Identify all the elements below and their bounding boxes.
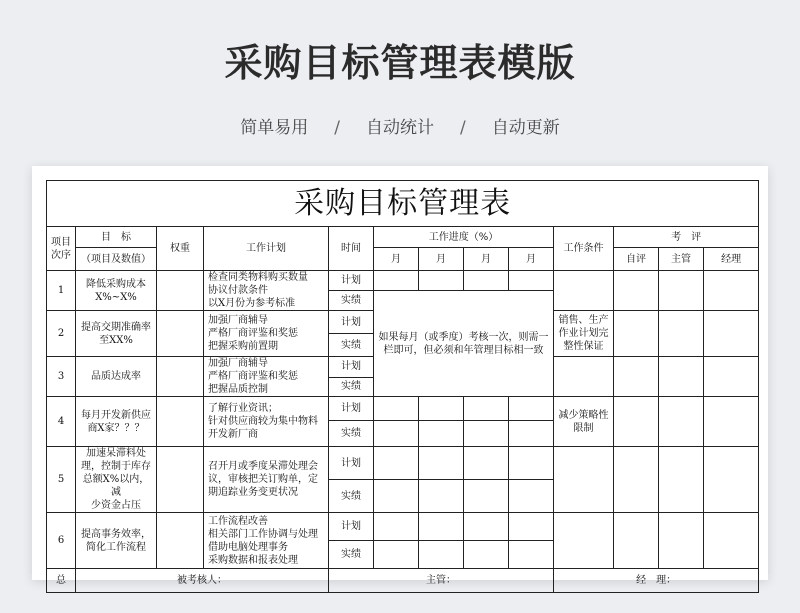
progress-cell[interactable] (419, 397, 464, 421)
row-plan: 工作流程改善 相关部门工作协调与处理 借助电脑处理事务 采购数据和报表处理 (204, 513, 329, 569)
tag-auto-stats: 自动统计 (366, 118, 434, 138)
weight-cell[interactable] (157, 311, 204, 357)
progress-cell[interactable] (419, 541, 464, 569)
row-target: 提高事务效率， 简化工作流程 (76, 513, 157, 569)
tag-separator: / (334, 118, 340, 138)
col-plan-header: 工作计划 (204, 227, 329, 271)
tag-easy: 简单易用 (240, 118, 309, 138)
progress-merged-note: 如果每月（或季度）考核一次，则需一栏即可，但必须和年管理目标相一致 (374, 291, 554, 397)
progress-cell[interactable] (464, 421, 509, 447)
weight-cell[interactable] (157, 397, 204, 447)
tag-separator: / (460, 118, 466, 138)
conditions-text: 减少策略性限制 (554, 397, 614, 447)
progress-cell[interactable] (374, 397, 419, 421)
row-index: 4 (47, 397, 76, 447)
eval-cell[interactable] (659, 513, 704, 569)
progress-cell[interactable] (374, 447, 419, 480)
actual-label: 实绩 (329, 421, 374, 447)
eval-cell[interactable] (659, 397, 704, 447)
row-target: 品质达成率 (76, 357, 157, 397)
eval-cell[interactable] (614, 513, 659, 569)
row-index: 1 (47, 271, 76, 311)
actual-label: 实绩 (329, 541, 374, 569)
eval-cell[interactable] (704, 513, 759, 569)
tag-auto-update: 自动更新 (491, 118, 560, 138)
progress-cell[interactable] (509, 447, 554, 480)
progress-cell[interactable] (419, 271, 464, 291)
col-progress-header: 工作进度（%） (374, 227, 554, 248)
manager-signature: 经 理： (554, 569, 759, 593)
progress-cell[interactable] (464, 541, 509, 569)
progress-cell[interactable] (374, 541, 419, 569)
eval-cell[interactable] (704, 447, 759, 513)
total-label: 总 (47, 569, 76, 593)
plan-label: 计划 (329, 271, 374, 291)
plan-label: 计划 (329, 447, 374, 480)
plan-label: 计划 (329, 397, 374, 421)
row-plan: 了解行业资讯； 针对供应商较为集中物料 开发新厂商 (204, 397, 329, 447)
conditions-cell[interactable] (554, 447, 614, 513)
eval-cell[interactable] (614, 447, 659, 513)
row-target: 每月开发新供应 商X家？？？ (76, 397, 157, 447)
weight-cell[interactable] (157, 271, 204, 311)
col-target-subheader: （项目及数值） (76, 248, 157, 271)
conditions-cell[interactable] (554, 357, 614, 397)
progress-cell[interactable] (509, 513, 554, 541)
row-plan: 加强厂商辅导 严格厂商评鉴和奖惩 把握采购前置期 (204, 311, 329, 357)
row-plan: 检查同类物料购买数量 协议付款条件 以X月份为参考标准 (204, 271, 329, 311)
row-plan: 加强厂商辅导 严格厂商评鉴和奖惩 把握品质控制 (204, 357, 329, 397)
col-time-header: 时间 (329, 227, 374, 271)
eval-cell[interactable] (659, 271, 704, 311)
progress-cell[interactable] (464, 513, 509, 541)
progress-cell[interactable] (374, 513, 419, 541)
row-plan: 召开月或季度呆滞处理会 议，审核把关订购单，定 期追踪业务变更状况 (204, 447, 329, 513)
page-title: 采购目标管理表模版 (224, 41, 576, 85)
conditions-cell[interactable] (554, 513, 614, 569)
conditions-cell[interactable] (554, 271, 614, 311)
actual-label: 实绩 (329, 377, 374, 397)
row-target: 提高交期准确率 至XX% (76, 311, 157, 357)
progress-cell[interactable] (419, 421, 464, 447)
progress-cell[interactable] (419, 480, 464, 513)
row-index: 2 (47, 311, 76, 357)
progress-cell[interactable] (464, 397, 509, 421)
plan-label: 计划 (329, 357, 374, 378)
eval-cell[interactable] (614, 397, 659, 447)
eval-cell[interactable] (704, 397, 759, 447)
actual-label: 实绩 (329, 291, 374, 311)
eval-cell[interactable] (659, 447, 704, 513)
col-weight-header: 权重 (157, 227, 204, 271)
plan-label: 计划 (329, 513, 374, 541)
col-conditions-header: 工作条件 (554, 227, 614, 271)
progress-cell[interactable] (464, 447, 509, 480)
progress-cell[interactable] (374, 421, 419, 447)
col-month: 月 (509, 248, 554, 271)
progress-cell[interactable] (374, 480, 419, 513)
row-index: 6 (47, 513, 76, 569)
actual-label: 实绩 (329, 480, 374, 513)
eval-cell[interactable] (614, 271, 659, 311)
progress-cell[interactable] (509, 480, 554, 513)
eval-cell[interactable] (704, 271, 759, 311)
sheet-title: 采购目标管理表 (47, 181, 759, 227)
weight-cell[interactable] (157, 447, 204, 513)
eval-cell[interactable] (704, 357, 759, 397)
eval-cell[interactable] (659, 311, 704, 357)
actual-label: 实绩 (329, 334, 374, 357)
plan-label: 计划 (329, 311, 374, 334)
col-evaluation-header: 考 评 (614, 227, 759, 248)
row-index: 3 (47, 357, 76, 397)
row-target: 加速呆滞料处 理，控制于库存 总额X%以内，减 少资金占压 (76, 447, 157, 513)
eval-cell[interactable] (704, 311, 759, 357)
progress-cell[interactable] (509, 271, 554, 291)
conditions-text: 销售、生产作业计划完整性保证 (554, 311, 614, 357)
eval-cell[interactable] (614, 311, 659, 357)
row-target: 降低采购成本 X%~X% (76, 271, 157, 311)
progress-cell[interactable] (509, 397, 554, 421)
row-index: 5 (47, 447, 76, 513)
col-supervisor: 主管 (659, 248, 704, 271)
col-month: 月 (374, 248, 419, 271)
col-manager: 经理 (704, 248, 759, 271)
supervisor-signature: 主管： (329, 569, 554, 593)
eval-cell[interactable] (659, 357, 704, 397)
feature-tags (0, 113, 800, 138)
col-month: 月 (464, 248, 509, 271)
progress-cell[interactable] (374, 271, 419, 291)
weight-cell[interactable] (157, 513, 204, 569)
col-self-eval: 自评 (614, 248, 659, 271)
target-management-table (46, 180, 759, 593)
progress-cell[interactable] (464, 271, 509, 291)
weight-cell[interactable] (157, 357, 204, 397)
col-month: 月 (419, 248, 464, 271)
spreadsheet-preview (32, 166, 768, 586)
progress-cell[interactable] (419, 447, 464, 480)
assessee-signature: 被考核人： (76, 569, 329, 593)
progress-cell[interactable] (509, 421, 554, 447)
col-target-header: 目 标 (76, 227, 157, 248)
col-index-header: 项目 次序 (47, 227, 76, 271)
progress-cell[interactable] (419, 513, 464, 541)
progress-cell[interactable] (464, 480, 509, 513)
eval-cell[interactable] (614, 357, 659, 397)
progress-cell[interactable] (509, 541, 554, 569)
